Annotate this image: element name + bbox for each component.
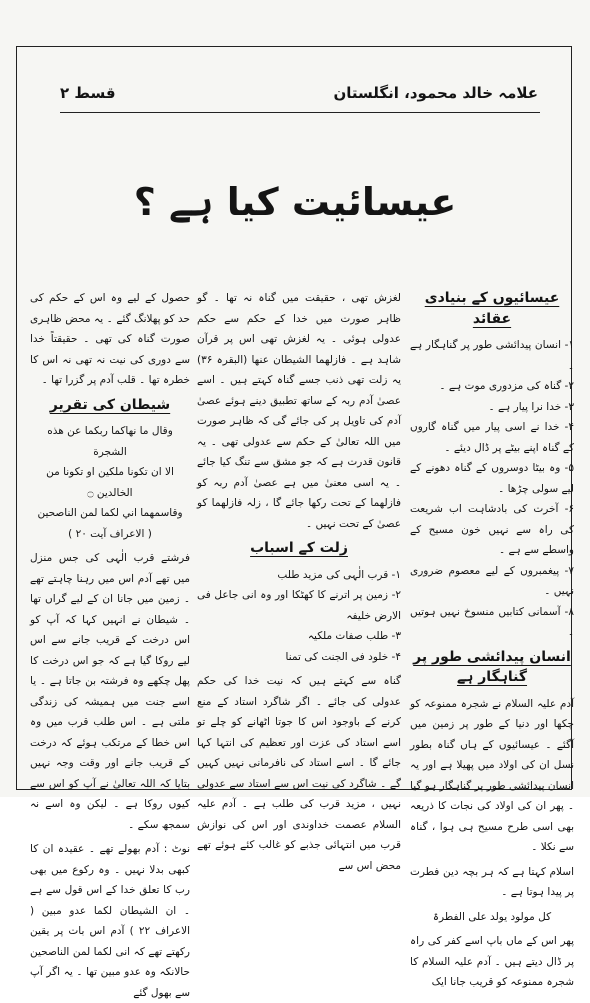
section-heading-beliefs: عیسائیوں کے بنیادی عقائد xyxy=(424,290,560,327)
part-number: قسط ۲ xyxy=(60,84,116,102)
paragraph: نوٹ : آدم بھولے تھے ۔ عقیدہ ان کا کبھی بدلا نہیں ۔ وہ رکوع میں بھی رب کا تعلق خدا کے اس قول سے ہے ۔ ان الشیطان لکما عدو مبین ( الاعراف ۲۲ ) آدم اس بات پر یقین رکھتے تھے کہ انی لکما لمن الناصحین حالانکہ وہ عدو مبین تھا ۔ یہ اگر آپ سے بھول گئے xyxy=(30,843,190,999)
quran-verse-line: الا ان تكونا ملكين او تكونا من الخالدين ۝ xyxy=(46,466,174,499)
list-item: ۷- پیغمبروں کے لیے معصوم ضروری نہیں ۔ xyxy=(410,564,574,597)
quran-verse-line: وقال ما نهاكما ربكما عن هذه الشجرة xyxy=(47,425,173,458)
list-item: ۱- انسان پیدائشی طور پر گناہگار ہے ۔ xyxy=(410,339,574,372)
section-heading-satan-speech: شیطان کی تقریر xyxy=(49,396,171,413)
author-name: علامہ خالد محمود، انگلستان xyxy=(333,84,538,102)
list-item: ۱- قرب الٰہی کی مزید طلب xyxy=(277,568,401,581)
list-item: ۲- گناہ کی مزدوری موت ہے ۔ xyxy=(439,380,574,392)
paragraph: اسلام کہتا ہے کہ ہر بچہ دین فطرت پر پیدا ہوتا ہے ۔ xyxy=(410,865,574,898)
section-heading-original-sin: انسان پیدائشی طور پر گناہگار ہے xyxy=(413,648,571,685)
hadith-quote: کل مولود یولد علی الفطرۃ xyxy=(432,910,552,923)
list-item: ۶- آخرت کی بادشاہت اب شریعت کی راہ سے نہیں خون مسیح کے واسطے سے ہے ۔ xyxy=(410,503,574,556)
paragraph: حصول کے لیے وہ اس کے حکم کی حد کو پھلانگ گئے ۔ یہ محض ظاہری صورت گناہ کی تھی ۔ حقیقتاً خدا سے دوری کی نیت نہ تھی نہ اس کا خطرہ تھا ۔ قلب آدم پر گزرا تھا ۔ xyxy=(30,292,190,386)
list-item: ۳- خدا نرا پیار ہے ۔ xyxy=(488,400,574,413)
paragraph: پھر اس کے ماں باپ اسے کفر کی راہ پر ڈال دیتے ہیں ۔ آدم علیہ السلام کا شجرہ ممنوعہ کو قریب جانا ایک xyxy=(410,935,574,988)
beliefs-list xyxy=(410,335,574,647)
list-item: ۴- خدا نے اسی پیار میں گناہ گاروں کے گناہ اپنے بیٹے پر ڈال دیئے ۔ xyxy=(410,421,574,454)
column-right xyxy=(410,288,574,988)
list-item: ۳- طلب صفات ملکیہ xyxy=(307,630,401,642)
paragraph: آدم علیہ السلام نے شجرہ ممنوعہ کو چکھا اور دنیا کے طور پر زمین میں آگئے ۔ عیسائیوں کے ہاں گناہ بطور نسل ان کی اولاد میں پھیلا ہے اور یہ انسان پیدائشی طور پر گناہگار ہو گیا ۔ پھر ان کی اولاد کی نجات کا ذریعہ بھی اسی طرح مسیح ہی ہوا ، گناہ سے نکلا ۔ xyxy=(410,697,574,853)
paragraph: فرشتے قرب الٰہی کی جس منزل میں تھے آدم اس میں رہنا چاہتے تھے ۔ زمین میں جانا ان کے لیے گراں تھا ۔ شیطان نے انہیں کہا کہ آپ کو اس درخت کے قریب جانے سے اس لیے روکا گیا ہے کہ جو اس درخت کا پھل چکھے وہ فرشتہ بن جاتا ہے ۔ یا اسے جنت میں ہمیشہ کی زندگی ملتی ہے ۔ اس طلب قرب میں وہ اس خطا کے مرتکب ہوئے کہ درخت کے قریب جانے اور وقت وجہ نہیں بتایا کہ اللہ تعالیٰ نے آپ کو اس سے کیوں روکا ہے ۔ لیکن وہ اسے نہ سمجھ سکے ۔ xyxy=(30,552,190,831)
paragraph: لغزش تھی ، حقیقت میں گناہ نہ تھا ۔ گو ظاہر صورت میں خدا کے حکم سے حکم عدولی ہوئی ۔ یہ لغزش تھی اس پر قرآن شاہد ہے ۔ فازلهما الشيطان عنها (البقرہ ۳۶) یہ زلت تھی ذنب جسے گناہ کہتے ہیں ۔ اسے عصیٰ آدم ربہ کے ساتھ تطبیق دینے ہوئے عصیٰ آدم کی تاویل پر کی جائے گی کہ ظاہر صورت میں اللہ تعالیٰ کے حکم سے عدولی تھی ۔ یہ قانون قدرت ہے کہ جو مشق سے تنگ کیا جائے ۔ یہ اسی معنیٰ میں ہے عصیٰ آدم ربہ کو فازلهما کے تحت رکھا جائے گا ، زلہ فازلهما کو عصیٰ کے تحت نہیں ۔ xyxy=(197,292,401,530)
list-item: ۸- آسمانی کتابیں منسوخ نہیں ہوتیں ۔ xyxy=(410,605,574,638)
list-item: ۵- وہ بیٹا دوسروں کے گناہ دھونے کے لیے سولی چڑھا ۔ xyxy=(410,462,574,495)
header-rule xyxy=(60,112,540,113)
list-item: ۲- زمین پر اترنے کا کھٹکا اور وہ انی جاعل فی الارض خلیفہ xyxy=(197,589,401,622)
list-item: ۴- خلود فی الجنت کی تمنا xyxy=(285,650,401,663)
quran-verse-line: وقاسمهما اني لكما لمن الناصحين xyxy=(37,507,183,519)
column-middle xyxy=(197,288,401,872)
article-title: عیسائیت کیا ہے ؟ xyxy=(133,180,457,224)
article-header xyxy=(60,78,538,114)
paragraph: گناہ سے کہتے ہیں کہ نیت خدا کی حکم عدولی کی جائے ۔ اگر شاگرد استاد کے منع کرنے کے باوجود اس کا جوتا اٹھانے کو چلے تو اسے استاد کی عزت اور تعظیم کی انتہا کہا جائے گا ۔ اسے استاد کی نافرمانی نہیں کہیں گے ۔ شاگرد کی نیت اس سے استاد سے عدولی نہیں ، مزید قرب کی طلب ہے ۔ آدم علیہ السلام عصمت خداوندی اور اس کی نوازش قرب میں انتہائی جذبے کو غالب کئے ہوئے تھے محض اس سے xyxy=(197,675,401,872)
section-heading-causes: زلت کے اسباب xyxy=(250,540,348,556)
column-left xyxy=(30,288,190,999)
causes-list xyxy=(197,565,401,672)
verse-reference: ( الاعراف آیت ۲۰ ) xyxy=(68,527,152,540)
